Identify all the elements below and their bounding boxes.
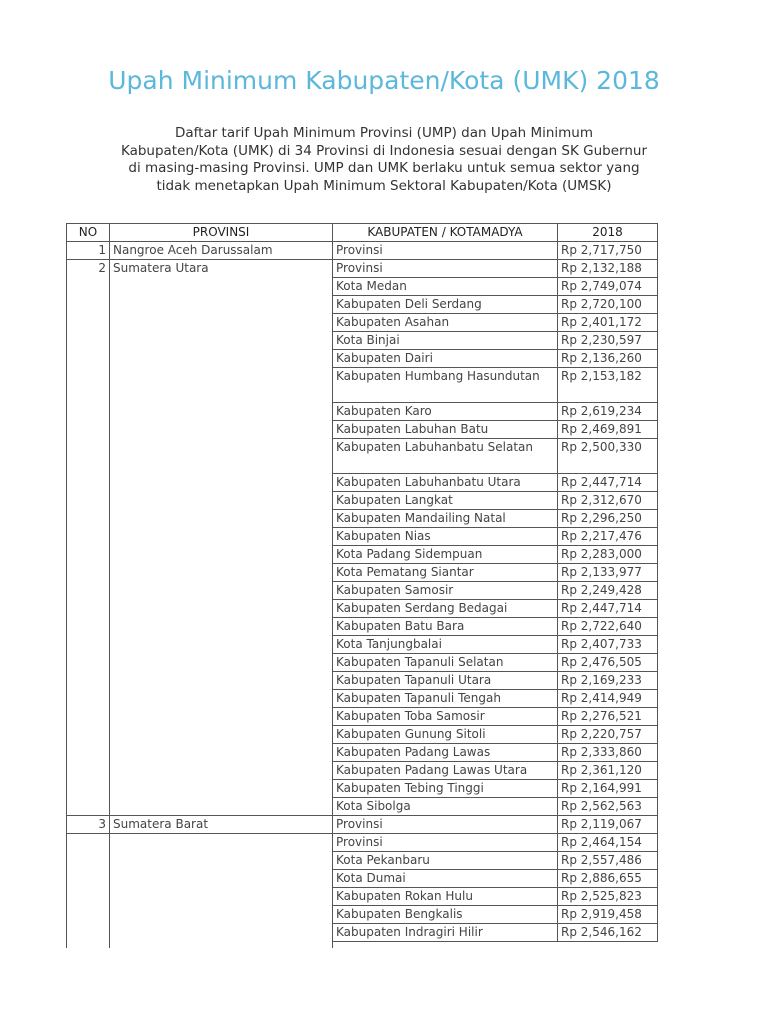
cell-amount: Rp 2,312,670: [558, 492, 658, 510]
umk-table: [66, 223, 658, 948]
cell-kabupaten: Provinsi: [333, 834, 558, 852]
intro-line: di masing-masing Provinsi. UMP dan UMK berlaku untuk semua sektor yang: [128, 160, 640, 176]
cell-kabupaten: Kota Sibolga: [333, 798, 558, 816]
cell-amount: Rp 2,886,655: [558, 870, 658, 888]
cell-provinsi: Nangroe Aceh Darussalam: [110, 242, 333, 260]
cell-kabupaten: Kabupaten Nias: [333, 528, 558, 546]
cell-kabupaten: Kabupaten Karo: [333, 403, 558, 421]
cell-kabupaten: Kabupaten Tapanuli Tengah: [333, 690, 558, 708]
cell-amount: Rp 2,136,260: [558, 350, 658, 368]
cell-amount: Rp 2,164,991: [558, 780, 658, 798]
cell-amount: Rp 2,562,563: [558, 798, 658, 816]
cell-no: 2: [67, 260, 110, 816]
table-row: [67, 816, 658, 834]
cell-kabupaten: Kabupaten Labuhanbatu Utara: [333, 474, 558, 492]
cell-kabupaten: Kota Medan: [333, 278, 558, 296]
cell-amount: Rp 2,447,714: [558, 600, 658, 618]
intro-line: tidak menetapkan Upah Minimum Sektoral Kabupaten/Kota (UMSK): [156, 177, 612, 194]
cell-kabupaten: Kota Binjai: [333, 332, 558, 350]
cell-kabupaten: Kabupaten Padang Lawas Utara: [333, 762, 558, 780]
cell-amount: Rp 2,717,750: [558, 242, 658, 260]
cell-kabupaten: Kabupaten Tapanuli Selatan: [333, 654, 558, 672]
cell-amount: Rp 2,230,597: [558, 332, 658, 350]
cell-kabupaten: Kabupaten Asahan: [333, 314, 558, 332]
cell-empty: [558, 942, 658, 949]
cell-amount: Rp 2,153,182: [558, 368, 658, 403]
cell-kabupaten: Kabupaten Indragiri Hilir: [333, 924, 558, 942]
cell-kabupaten: Kabupaten Serdang Bedagai: [333, 600, 558, 618]
cell-no: 1: [67, 242, 110, 260]
cell-amount: Rp 2,296,250: [558, 510, 658, 528]
cell-amount: Rp 2,464,154: [558, 834, 658, 852]
cell-amount: Rp 2,133,977: [558, 564, 658, 582]
cell-kabupaten: Kabupaten Padang Lawas: [333, 744, 558, 762]
cell-amount: Rp 2,557,486: [558, 852, 658, 870]
cell-kabupaten: Provinsi: [333, 242, 558, 260]
cell-amount: Rp 2,919,458: [558, 906, 658, 924]
cell-amount: Rp 2,407,733: [558, 636, 658, 654]
cell-kabupaten: Provinsi: [333, 260, 558, 278]
cell-amount: Rp 2,333,860: [558, 744, 658, 762]
cell-kabupaten: Kota Dumai: [333, 870, 558, 888]
header-no: NO: [67, 224, 110, 242]
cell-kabupaten: Kabupaten Langkat: [333, 492, 558, 510]
cell-amount: Rp 2,283,000: [558, 546, 658, 564]
cell-kabupaten: Kabupaten Bengkalis: [333, 906, 558, 924]
cell-amount: Rp 2,447,714: [558, 474, 658, 492]
cell-amount: Rp 2,276,521: [558, 708, 658, 726]
cell-amount: Rp 2,169,233: [558, 672, 658, 690]
table-row: [67, 242, 658, 260]
cell-kabupaten: Kabupaten Deli Serdang: [333, 296, 558, 314]
cell-amount: Rp 2,469,891: [558, 421, 658, 439]
cell-amount: Rp 2,119,067: [558, 816, 658, 834]
cell-provinsi: [110, 834, 333, 949]
cell-kabupaten: Kabupaten Samosir: [333, 582, 558, 600]
cell-kabupaten: Kabupaten Mandailing Natal: [333, 510, 558, 528]
cell-amount: Rp 2,546,162: [558, 924, 658, 942]
cell-kabupaten: Kabupaten Toba Samosir: [333, 708, 558, 726]
cell-kabupaten: Kabupaten Labuhan Batu: [333, 421, 558, 439]
cell-amount: Rp 2,414,949: [558, 690, 658, 708]
cell-no: [67, 834, 110, 949]
cell-kabupaten: Kota Padang Sidempuan: [333, 546, 558, 564]
cell-amount: Rp 2,720,100: [558, 296, 658, 314]
cell-kabupaten: Kabupaten Dairi: [333, 350, 558, 368]
table-body: [67, 242, 658, 949]
cell-amount: Rp 2,132,188: [558, 260, 658, 278]
cell-amount: Rp 2,361,120: [558, 762, 658, 780]
cell-kabupaten: Kabupaten Humbang Hasundutan: [333, 368, 558, 403]
cell-amount: Rp 2,722,640: [558, 618, 658, 636]
header-kabupaten: KABUPATEN / KOTAMADYA: [333, 224, 558, 242]
cell-provinsi: Sumatera Utara: [110, 260, 333, 816]
cell-kabupaten: Kota Tanjungbalai: [333, 636, 558, 654]
cell-empty: [333, 942, 558, 949]
cell-kabupaten: Kabupaten Rokan Hulu: [333, 888, 558, 906]
cell-kabupaten: Kabupaten Labuhanbatu Selatan: [333, 439, 558, 474]
table-row: [67, 260, 658, 278]
header-year: 2018: [558, 224, 658, 242]
cell-kabupaten: Kabupaten Batu Bara: [333, 618, 558, 636]
cell-no: 3: [67, 816, 110, 834]
cell-kabupaten: Kota Pekanbaru: [333, 852, 558, 870]
cell-amount: Rp 2,249,428: [558, 582, 658, 600]
table-header-row: [67, 224, 658, 242]
intro-line: Kabupaten/Kota (UMK) di 34 Provinsi di Indonesia sesuai dengan SK Gubernur: [120, 142, 648, 159]
cell-amount: Rp 2,500,330: [558, 439, 658, 474]
intro-paragraph: [60, 125, 708, 195]
cell-kabupaten: Provinsi: [333, 816, 558, 834]
cell-provinsi: Sumatera Barat: [110, 816, 333, 834]
intro-line: Daftar tarif Upah Minimum Provinsi (UMP) dan Upah Minimum: [174, 125, 594, 141]
cell-kabupaten: Kabupaten Gunung Sitoli: [333, 726, 558, 744]
cell-amount: Rp 2,476,505: [558, 654, 658, 672]
cell-kabupaten: Kota Pematang Siantar: [333, 564, 558, 582]
cell-amount: Rp 2,619,234: [558, 403, 658, 421]
cell-amount: Rp 2,217,476: [558, 528, 658, 546]
table-row: [67, 834, 658, 852]
cell-amount: Rp 2,749,074: [558, 278, 658, 296]
cell-amount: Rp 2,525,823: [558, 888, 658, 906]
page-title: Upah Minimum Kabupaten/Kota (UMK) 2018: [108, 66, 660, 95]
cell-amount: Rp 2,401,172: [558, 314, 658, 332]
cell-amount: Rp 2,220,757: [558, 726, 658, 744]
cell-kabupaten: Kabupaten Tapanuli Utara: [333, 672, 558, 690]
cell-kabupaten: Kabupaten Tebing Tinggi: [333, 780, 558, 798]
header-provinsi: PROVINSI: [110, 224, 333, 242]
